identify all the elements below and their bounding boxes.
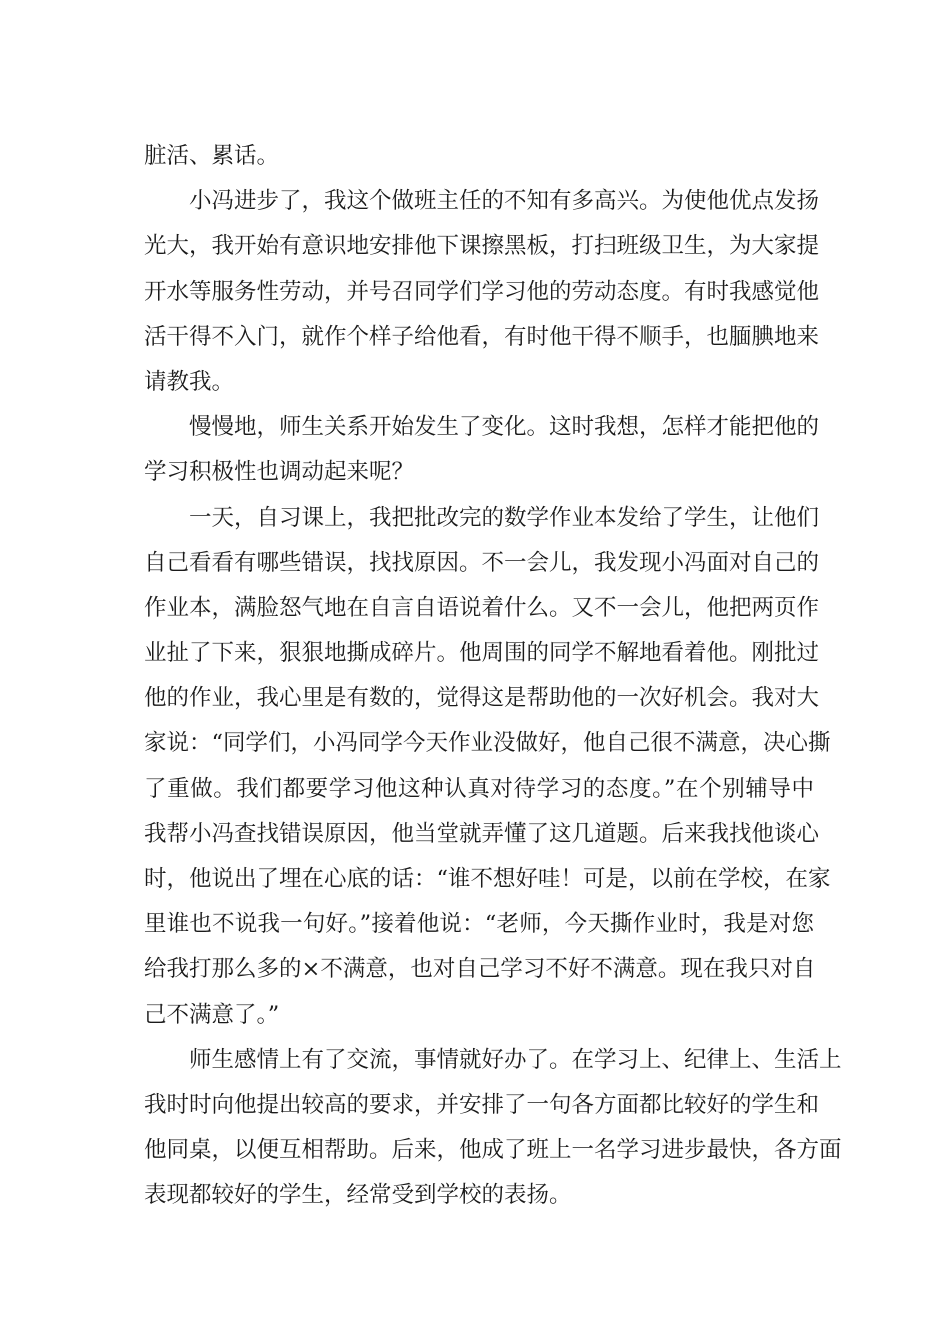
paragraph <box>144 496 831 1038</box>
text-line: 里谁也不说我一句好。”接着他说：“老师，今天撕作业时，我是对您 <box>144 911 814 938</box>
document-body <box>144 134 842 1219</box>
text-line: 请教我。 <box>144 368 235 395</box>
text-line: 学习积极性也调动起来呢？ <box>144 459 415 486</box>
text-line: 他同桌，以便互相帮助。后来，他成了班上一名学习进步最快，各方面 <box>144 1137 842 1164</box>
text-line: 业扯了下来，狠狠地撕成碎片。他周围的同学不解地看着他。刚批过 <box>144 640 820 667</box>
text-line: 光大，我开始有意识地安排他下课擦黑板，打扫班级卫生，为大家提 <box>144 233 820 260</box>
paragraph <box>144 405 820 495</box>
text-line: 他的作业，我心里是有数的，觉得这是帮助他的一次好机会。我对大 <box>144 685 820 712</box>
text-line: 脏活、累话。 <box>144 143 280 169</box>
text-line: 家说：“同学们，小冯同学今天作业没做好，他自己很不满意，决心撕 <box>144 730 831 757</box>
text-line: 我时时向他提出较高的要求，并安排了一句各方面都比较好的学生和 <box>144 1091 820 1118</box>
text-line: 作业本，满脸怒气地在自言自语说着什么。又不一会儿，他把两页作 <box>144 594 820 621</box>
text-line: 表现都较好的学生，经常受到学校的表扬。 <box>144 1182 572 1209</box>
text-line: 开水等服务性劳动，并号召同学们学习他的劳动态度。有时我感觉他 <box>144 278 820 305</box>
text-line: 一天，自习课上，我把批改完的数学作业本发给了学生，让他们 <box>189 504 820 531</box>
text-line: 活干得不入门，就作个样子给他看，有时他干得不顺手，也腼腆地来 <box>144 323 820 350</box>
text-line: 我帮小冯查找错误原因，他当堂就弄懂了这几道题。后来我找他谈心 <box>144 820 820 847</box>
paragraph <box>144 179 820 405</box>
paragraph <box>144 1038 842 1219</box>
text-line: 了重做。我们都要学习他这种认真对待学习的态度。”在个别辅导中 <box>144 775 814 802</box>
text-line: 慢慢地，师生关系开始发生了变化。这时我想，怎样才能把他的 <box>189 414 820 441</box>
text-line: 时，他说出了埋在心底的话：“谁不想好哇！可是，以前在学校，在家 <box>144 866 831 892</box>
text-line: 小冯进步了，我这个做班主任的不知有多高兴。为使他优点发扬 <box>189 188 820 215</box>
text-line: 己不满意了。” <box>144 1001 280 1028</box>
text-line: 给我打那么多的×不满意，也对自己学习不好不满意。现在我只对自 <box>144 956 816 983</box>
paragraph <box>144 134 814 179</box>
text-line: 师生感情上有了交流，事情就好办了。在学习上、纪律上、生活上 <box>189 1046 842 1073</box>
text-line: 自己看看有哪些错误，找找原因。不一会儿，我发现小冯面对自己的 <box>144 549 820 576</box>
